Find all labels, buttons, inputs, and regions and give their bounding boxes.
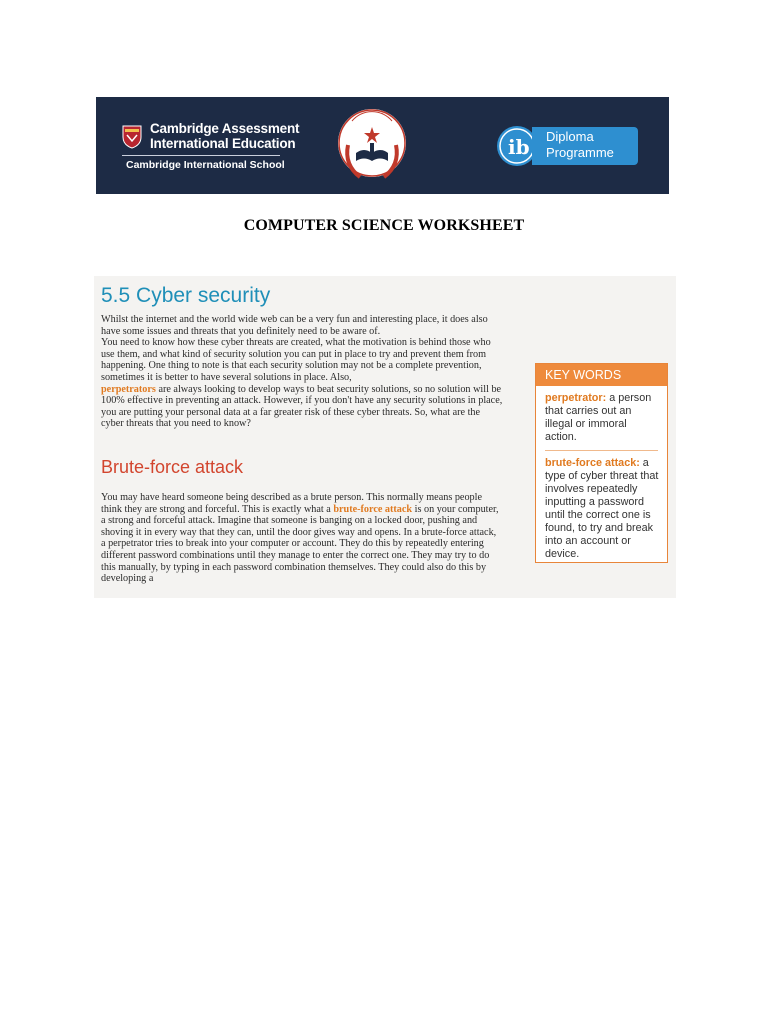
key-words-box <box>535 363 668 563</box>
cambridge-name-line2: International Education <box>150 136 296 151</box>
key-word-definition: a person that carries out an illegal or immoral action. <box>545 392 652 443</box>
ib-programme-label <box>532 127 638 165</box>
textbook-excerpt <box>94 276 676 598</box>
subsection-title: Brute-force attack <box>101 457 244 477</box>
header-banner <box>96 97 669 194</box>
body-text-end: is on your computer, a strong and forceful attack. Imagine that someone is banging on a locked door, pushing and shoving it in every way that they can, until the door gives way and opens. In a brute-force attack, a perpetrator tries to break into your computer or account. They do this by repeatedly entering different password combinations until they manage to enter the correct one. They may try to do this manually, by typing in each password combination themselves. They could also do this by developing a <box>101 503 499 585</box>
body-text-start: You may have heard someone being described as a brute person. This normally means people think they are strong and forceful. This is exactly what a <box>101 492 482 515</box>
body-text <box>101 492 503 585</box>
worksheet-title: COMPUTER SCIENCE WORKSHEET <box>243 217 525 234</box>
cambridge-name-line1: Cambridge Assessment <box>150 121 300 136</box>
intro-text-rest: are always looking to develop ways to beat security solutions, so no solution will be 100% effective in preventing an attack. However, if you don't have any security solutions in place, you are putting your personal data at a far greater risk of these cyber threats. So, what are the cyber threats that you need to know? <box>101 383 503 430</box>
divider <box>122 155 280 156</box>
key-word-term: perpetrator: <box>545 392 607 404</box>
key-words-heading: KEY WORDS <box>536 364 667 386</box>
meb-seal-icon <box>334 103 410 189</box>
intro-text: You need to know how these cyber threats are created, what the motivation is behind those who use them, and what kind of security solution you can put in place to try and prevent them from happening. One thing to note is that each security solution may not be a complete prevention, sometimes it is better to have several solutions in place. Also, <box>101 337 491 383</box>
section-title: 5.5 Cyber security <box>101 284 271 307</box>
ib-label-line2: Programme <box>546 145 614 160</box>
key-term-perpetrators: perpetrators <box>101 383 156 395</box>
intro-sentence-2 <box>101 337 503 430</box>
intro-sentence-1: Whilst the internet and the world wide web can be a very fun and interesting place, it does also have some issues and threats that you definitely need to be aware of. <box>101 314 488 337</box>
svg-text:ib: ib <box>508 135 530 159</box>
body-paragraph <box>101 492 503 585</box>
key-word-entry <box>536 386 667 444</box>
key-word-definition: a type of cyber threat that involves repeatedly inputting a password until the correct one is found, to try and break into an account or device. <box>545 457 659 560</box>
cambridge-school-label: Cambridge International School <box>126 159 285 171</box>
ib-label-line1: Diploma <box>546 129 594 144</box>
cambridge-shield-icon <box>122 125 142 149</box>
key-word-term: brute-force attack: <box>545 457 640 469</box>
key-word-entry <box>536 451 667 561</box>
key-term-brute-force: brute-force attack <box>333 503 413 515</box>
intro-paragraph <box>101 314 503 430</box>
